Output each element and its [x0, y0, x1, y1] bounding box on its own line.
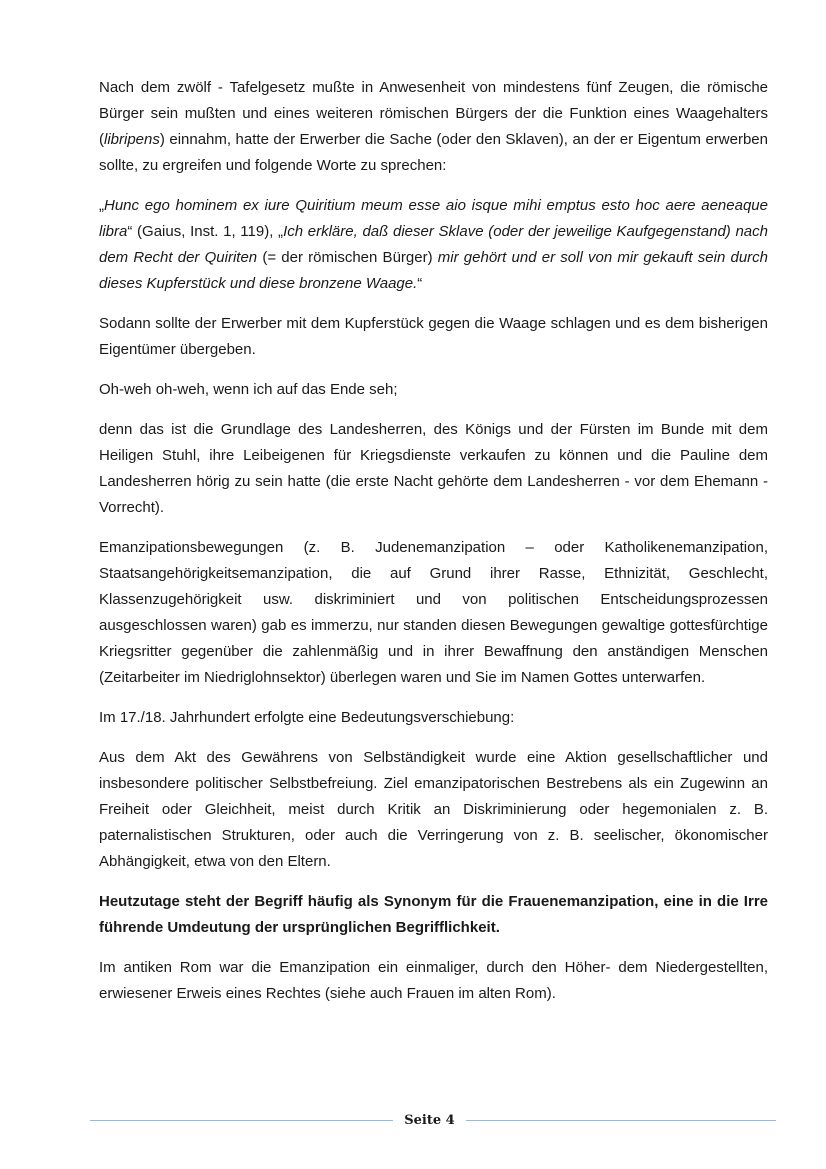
parenthetical: (= der römischen Bürger) — [257, 249, 438, 266]
paragraph-oh-weh: Oh-weh oh-weh, wenn ich auf das Ende seh; — [99, 381, 398, 398]
german-translation: Ich erkläre, daß dieser Sklave (oder der jeweilige Kaufgegenstand) nach dem Recht der Quiriten — [99, 223, 768, 266]
latin-quote: Hunc ego hominem ex iure Quiritium meum esse aio isque mihi emptus esto hoc aere aeneaque libra — [99, 197, 768, 240]
paragraph-frauenemanzipation: Heutzutage steht der Begriff häufig als Synonym für die Frauenemanzipation, eine in die Irre führende Umdeutung der ursprünglichen Begrifflichkeit. — [99, 893, 768, 936]
paragraph-bedeutungsverschiebung: Im 17./18. Jahrhundert erfolgte eine Bedeutungsverschiebung: — [99, 709, 515, 726]
german-translation-continued: mir gehört und er soll von mir gekauft sein durch dieses Kupferstück und diese bronzene Waage. — [99, 249, 769, 292]
citation: “ (Gaius, Inst. 1, 119), „ — [127, 223, 284, 240]
footer-rule-right — [466, 1120, 776, 1121]
paragraph-kupferstueck: Sodann sollte der Erwerber mit dem Kupferstück gegen die Waage schlagen und es dem bisherigen Eigentümer übergeben. — [99, 315, 768, 358]
paragraph-text: Nach dem zwölf - Tafelgesetz mußte in Anwesenheit von mindestens fünf Zeugen, die römische Bürger sein mußten und eines weiteren römischen Bürgers der die Funktion eines Waagehalters ( — [99, 79, 768, 148]
paragraph-zwoelf-tafelgesetz — [99, 75, 768, 179]
page-number: Seite 4 — [404, 1113, 455, 1128]
paragraph-landesherren: denn das ist die Grundlage des Landesherren, des Königs und der Fürsten im Bunde mit dem Heiligen Stuhl, ihre Leibeigenen für Kriegsdienste verkaufen zu können und die Pauline dem Landesherren hörig zu sein hatte (die erste Nacht gehörte dem Landesherren - vor dem Ehemann - Vorrecht). — [99, 421, 768, 516]
quote-mark: “ — [417, 275, 423, 292]
paragraph-text: ) einnahm, hatte der Erwerber die Sache (oder den Sklaven), an der er Eigentum erwerben sollte, zu ergreifen und folgende Worte zu sprechen: — [99, 131, 768, 174]
quote-mark: „ — [99, 197, 104, 214]
page-footer — [90, 1112, 776, 1132]
footer-rule-left — [90, 1120, 393, 1121]
italic-term: libripens — [104, 131, 160, 148]
paragraph-emanzipationsbewegungen: Emanzipationsbewegungen (z. B. Judenemanzipation – oder Katholikenemanzipation, Staatsangehörigkeitsemanzipation, die auf Grund ihrer Rasse, Ethnizität, Geschlecht, Klassenzugehörigkeit usw. diskriminiert und von politischen Entscheidungsprozessen ausgeschlossen waren) gab es immerzu, nur standen diesen Bewegungen gewaltige gottesfürchtige Kriegsritter gegenüber die zahlenmäßig und in ihrer Bewaffnung den anständigen Menschen (Zeitarbeiter im Niedriglohnsektor) überlegen waren und Sie im Namen Gottes unterwarfen. — [99, 539, 768, 686]
document-body — [99, 75, 768, 1021]
paragraph-latin-quote — [99, 193, 768, 297]
paragraph-antikes-rom: Im antiken Rom war die Emanzipation ein einmaliger, durch den Höher- dem Niedergestellten, erwiesener Erweis eines Rechtes (siehe auch Frauen im alten Rom). — [99, 959, 768, 1002]
paragraph-selbstbefreiung: Aus dem Akt des Gewährens von Selbständigkeit wurde eine Aktion gesellschaftlicher und insbesondere politischer Selbstbefreiung. Ziel emanzipatorischen Bestrebens als ein Zugewinn an Freiheit oder Gleichheit, meist durch Kritik an Diskriminierung oder hegemonialen z. B. paternalistischen Strukturen, oder auch die Verringerung von z. B. seelischer, ökonomischer Abhängigkeit, etwa von den Eltern. — [99, 749, 768, 870]
